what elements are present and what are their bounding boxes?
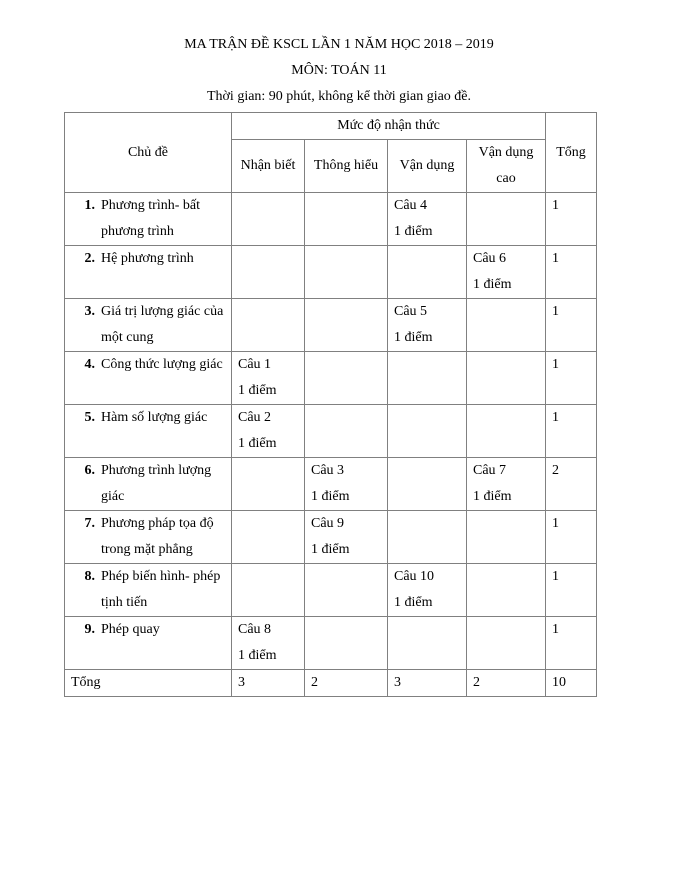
question-label: Câu 9 [311, 516, 345, 531]
header-van-dung: Vận dụng [388, 140, 467, 193]
points-label: 1 điểm [473, 489, 512, 504]
header-level-group: Mức độ nhận thức [232, 113, 546, 140]
cell-nb [232, 617, 305, 670]
topic-number: 6. [84, 463, 95, 478]
row-total: 1 [546, 193, 597, 246]
topic-label: Hệ phương trình [101, 251, 194, 266]
topic-number: 3. [84, 304, 95, 319]
totals-total: 10 [546, 670, 597, 697]
points-label: 1 điểm [394, 330, 433, 345]
cell-vdc [467, 405, 546, 458]
topic-number: 9. [84, 622, 95, 637]
totals-label: Tổng [65, 670, 232, 697]
topic-label: Phương pháp tọa độ trong mặt phẳng [101, 516, 214, 557]
header-topic: Chủ đề [65, 113, 232, 193]
topic-cell [65, 617, 232, 670]
cell-nb [232, 511, 305, 564]
cell-vd [388, 405, 467, 458]
question-label: Câu 3 [311, 463, 345, 478]
row-total: 1 [546, 352, 597, 405]
points-label: 1 điểm [311, 542, 350, 557]
topic-number: 1. [84, 198, 95, 213]
cell-th [305, 193, 388, 246]
table-row [65, 458, 597, 511]
row-total: 1 [546, 299, 597, 352]
points-label: 1 điểm [238, 436, 277, 451]
cell-nb [232, 193, 305, 246]
cell-th [305, 246, 388, 299]
topic-cell [65, 299, 232, 352]
table-row [65, 246, 597, 299]
table-row [65, 564, 597, 617]
topic-number: 5. [84, 410, 95, 425]
row-total: 2 [546, 458, 597, 511]
cell-nb [232, 458, 305, 511]
cell-th [305, 511, 388, 564]
cell-vdc [467, 458, 546, 511]
header-total: Tổng [546, 113, 597, 193]
row-total: 1 [546, 405, 597, 458]
topic-number: 7. [84, 516, 95, 531]
question-label: Câu 1 [238, 357, 272, 372]
table-row [65, 352, 597, 405]
cell-nb [232, 299, 305, 352]
points-label: 1 điểm [238, 648, 277, 663]
cell-vdc [467, 617, 546, 670]
cell-th [305, 617, 388, 670]
question-label: Câu 5 [394, 304, 428, 319]
subject-line: MÔN: TOÁN 11 [291, 63, 387, 78]
row-total: 1 [546, 617, 597, 670]
cell-vdc [467, 246, 546, 299]
cell-th [305, 299, 388, 352]
cell-vdc [467, 564, 546, 617]
cell-th [305, 352, 388, 405]
question-label: Câu 10 [394, 569, 435, 584]
document-title: MA TRẬN ĐỀ KSCL LẦN 1 NĂM HỌC 2018 – 2019 [184, 37, 494, 52]
cell-vd [388, 352, 467, 405]
cell-th [305, 564, 388, 617]
question-label: Câu 6 [473, 251, 507, 266]
topic-number: 4. [84, 357, 95, 372]
table-row [65, 617, 597, 670]
totals-row [65, 670, 597, 697]
topic-cell [65, 511, 232, 564]
topic-number: 8. [84, 569, 95, 584]
points-label: 1 điểm [394, 595, 433, 610]
cell-vd [388, 246, 467, 299]
topic-cell [65, 246, 232, 299]
cell-vd [388, 193, 467, 246]
table-row [65, 299, 597, 352]
header-van-dung-cao: Vận dụng cao [467, 140, 546, 193]
totals-vd: 3 [388, 670, 467, 697]
cell-vdc [467, 511, 546, 564]
cell-nb [232, 564, 305, 617]
topic-label: Công thức lượng giác [101, 357, 223, 372]
totals-vdc: 2 [467, 670, 546, 697]
topic-label: Phương trình- bất phương trình [101, 198, 200, 239]
topic-label: Phép quay [101, 622, 160, 637]
table-row [65, 193, 597, 246]
row-total: 1 [546, 511, 597, 564]
table-row [65, 405, 597, 458]
topic-cell [65, 564, 232, 617]
topic-cell [65, 193, 232, 246]
topic-label: Phép biến hình- phép tịnh tiến [101, 569, 221, 610]
topic-cell [65, 405, 232, 458]
row-total: 1 [546, 564, 597, 617]
cell-th [305, 458, 388, 511]
cell-vdc [467, 352, 546, 405]
row-total: 1 [546, 246, 597, 299]
cell-nb [232, 352, 305, 405]
cell-vdc [467, 299, 546, 352]
points-label: 1 điểm [473, 277, 512, 292]
cell-vd [388, 511, 467, 564]
matrix-table [64, 112, 597, 697]
points-label: 1 điểm [394, 224, 433, 239]
topic-label: Hàm số lượng giác [101, 410, 208, 425]
header-nhan-biet: Nhận biết [232, 140, 305, 193]
time-line: Thời gian: 90 phút, không kể thời gian giao đề. [206, 89, 472, 104]
topic-cell [65, 352, 232, 405]
cell-vd [388, 458, 467, 511]
points-label: 1 điểm [238, 383, 277, 398]
cell-vd [388, 564, 467, 617]
question-label: Câu 8 [238, 622, 272, 637]
question-label: Câu 7 [473, 463, 507, 478]
totals-nb: 3 [232, 670, 305, 697]
topic-label: Phương trình lượng giác [101, 463, 212, 504]
cell-th [305, 405, 388, 458]
totals-th: 2 [305, 670, 388, 697]
question-label: Câu 2 [238, 410, 272, 425]
header-thong-hieu: Thông hiểu [305, 140, 388, 193]
cell-nb [232, 405, 305, 458]
points-label: 1 điểm [311, 489, 350, 504]
question-label: Câu 4 [394, 198, 428, 213]
cell-nb [232, 246, 305, 299]
cell-vdc [467, 193, 546, 246]
table-row [65, 511, 597, 564]
topic-label: Giá trị lượng giác của một cung [101, 304, 224, 345]
topic-number: 2. [84, 251, 95, 266]
cell-vd [388, 299, 467, 352]
topic-cell [65, 458, 232, 511]
cell-vd [388, 617, 467, 670]
